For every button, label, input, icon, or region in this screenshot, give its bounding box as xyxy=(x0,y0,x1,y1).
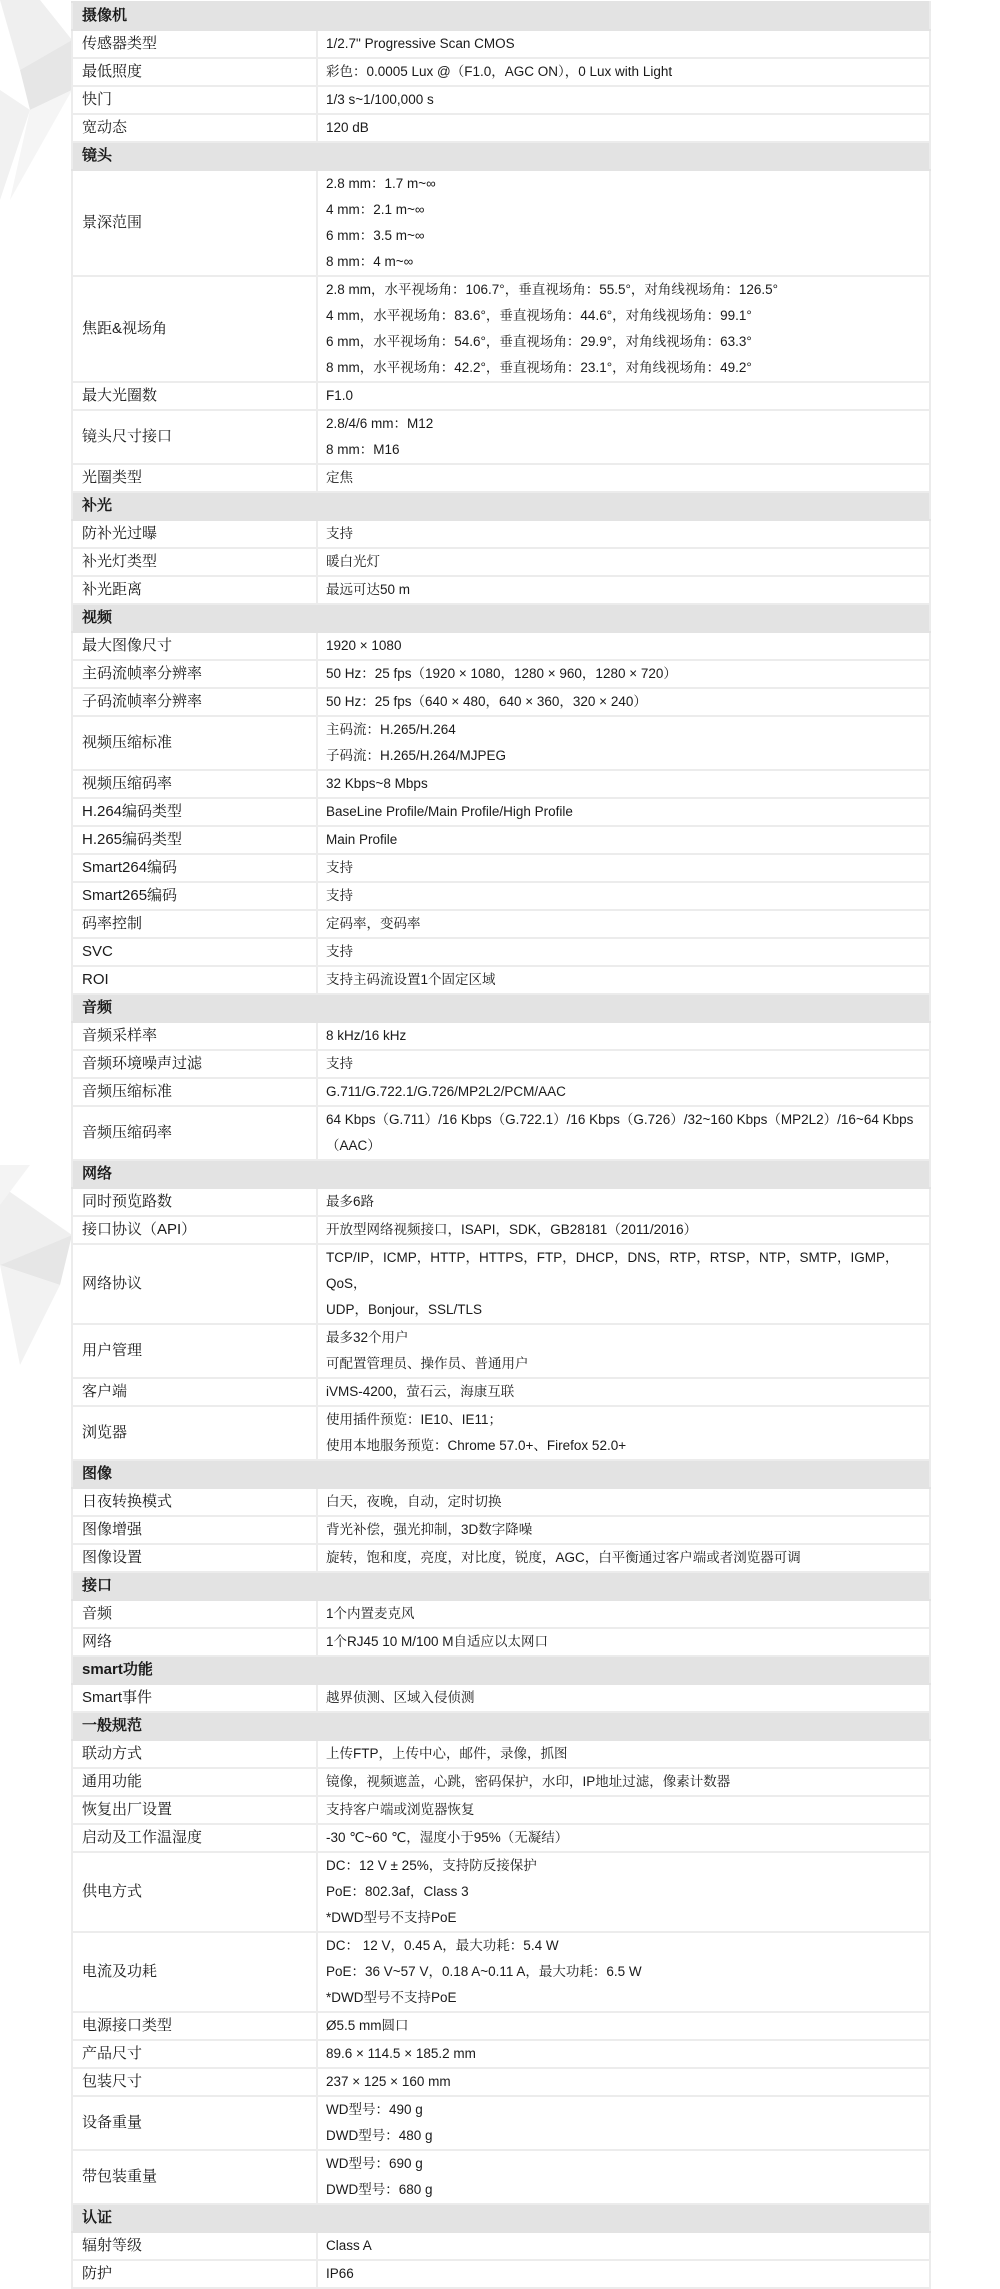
spec-value xyxy=(317,410,930,464)
spec-value-line: DWD型号：680 g xyxy=(326,2182,433,2197)
spec-value-line: 1个RJ45 10 M/100 M自适应以太网口 xyxy=(326,1634,549,1649)
section-header-row xyxy=(72,1160,930,1188)
spec-label: 供电方式 xyxy=(72,1852,317,1932)
spec-value xyxy=(317,520,930,548)
spec-value-line: 白天，夜晚，自动，定时切换 xyxy=(326,1494,502,1509)
spec-value-line: *DWD型号不支持PoE xyxy=(326,1990,457,2005)
spec-value xyxy=(317,938,930,966)
spec-value xyxy=(317,1544,930,1572)
spec-value-line: DC： 12 V，0.45 A，最大功耗：5.4 W xyxy=(326,1938,559,1953)
section-title: 认证 xyxy=(72,2204,930,2232)
spec-value-line: TCP/IP，ICMP，HTTP，HTTPS，FTP，DHCP，DNS，RTP，RTSP，NTP，SMTP，IGMP，QoS， xyxy=(326,1250,899,1291)
table-row xyxy=(72,1852,930,1932)
section-header-row xyxy=(72,994,930,1022)
spec-label: 启动及工作温湿度 xyxy=(72,1824,317,1852)
spec-value-line: 4 mm，水平视场角：83.6°，垂直视场角：44.6°，对角线视场角：99.1° xyxy=(326,308,752,323)
spec-value-line: 1920 × 1080 xyxy=(326,638,402,653)
spec-label: Smart265编码 xyxy=(72,882,317,910)
spec-value xyxy=(317,2068,930,2096)
section-title: 摄像机 xyxy=(72,2,930,30)
spec-label: Smart事件 xyxy=(72,1684,317,1712)
spec-label: 网络 xyxy=(72,1628,317,1656)
section-header-row xyxy=(72,1572,930,1600)
spec-label: 音频压缩码率 xyxy=(72,1106,317,1160)
spec-value xyxy=(317,1600,930,1628)
spec-label: SVC xyxy=(72,938,317,966)
table-row xyxy=(72,2012,930,2040)
spec-label: 接口协议（API） xyxy=(72,1216,317,1244)
table-row xyxy=(72,30,930,58)
spec-value xyxy=(317,114,930,142)
table-row xyxy=(72,114,930,142)
table-row xyxy=(72,826,930,854)
spec-value-line: 8 mm：4 m~∞ xyxy=(326,254,414,269)
spec-label: 最低照度 xyxy=(72,58,317,86)
table-row xyxy=(72,770,930,798)
spec-value-line: 子码流：H.265/H.264/MJPEG xyxy=(326,748,507,763)
spec-label: 同时预览路数 xyxy=(72,1188,317,1216)
spec-label: 网络协议 xyxy=(72,1244,317,1324)
spec-value xyxy=(317,910,930,938)
table-row xyxy=(72,1768,930,1796)
spec-label: 音频采样率 xyxy=(72,1022,317,1050)
spec-label: H.264编码类型 xyxy=(72,798,317,826)
table-row xyxy=(72,854,930,882)
spec-label: 联动方式 xyxy=(72,1740,317,1768)
spec-value-line: Main Profile xyxy=(326,832,398,847)
spec-value-line: WD型号：490 g xyxy=(326,2102,423,2117)
table-row xyxy=(72,170,930,276)
spec-value-line: -30 ℃~60 ℃，湿度小于95%（无凝结） xyxy=(326,1830,569,1845)
section-title: 镜头 xyxy=(72,142,930,170)
table-row xyxy=(72,882,930,910)
spec-label: 子码流帧率分辨率 xyxy=(72,688,317,716)
spec-value-line: 8 mm，水平视场角：42.2°，垂直视场角：23.1°，对角线视场角：49.2° xyxy=(326,360,752,375)
spec-label: 恢复出厂设置 xyxy=(72,1796,317,1824)
table-row xyxy=(72,576,930,604)
table-row xyxy=(72,1106,930,1160)
table-row xyxy=(72,86,930,114)
spec-value-line: 支持客户端或浏览器恢复 xyxy=(326,1802,475,1817)
spec-value xyxy=(317,2096,930,2150)
spec-value-line: 定码率，变码率 xyxy=(326,916,421,931)
spec-label: 补光灯类型 xyxy=(72,548,317,576)
spec-value xyxy=(317,660,930,688)
spec-value xyxy=(317,1406,930,1460)
table-row xyxy=(72,1488,930,1516)
table-row xyxy=(72,1544,930,1572)
spec-value-line: 8 kHz/16 kHz xyxy=(326,1028,407,1043)
spec-label: 电源接口类型 xyxy=(72,2012,317,2040)
spec-value-line: WD型号：690 g xyxy=(326,2156,423,2171)
spec-value xyxy=(317,1796,930,1824)
table-row xyxy=(72,2260,930,2288)
spec-label: 视频压缩标准 xyxy=(72,716,317,770)
watermark-logo-mid xyxy=(0,1165,72,1365)
spec-value xyxy=(317,86,930,114)
table-row xyxy=(72,1378,930,1406)
table-row xyxy=(72,2150,930,2204)
section-title: 图像 xyxy=(72,1460,930,1488)
spec-value-line: Class A xyxy=(326,2238,372,2253)
section-title: smart功能 xyxy=(72,1656,930,1684)
section-header-row xyxy=(72,492,930,520)
table-row xyxy=(72,1932,930,2012)
table-row xyxy=(72,382,930,410)
spec-value-line: 2.8/4/6 mm：M12 xyxy=(326,416,434,431)
spec-value-line: 最多32个用户 xyxy=(326,1330,409,1345)
section-header-row xyxy=(72,2204,930,2232)
spec-value-line: 89.6 × 114.5 × 185.2 mm xyxy=(326,2046,476,2061)
spec-value-line: iVMS-4200，萤石云，海康互联 xyxy=(326,1384,515,1399)
spec-value-line: 最多6路 xyxy=(326,1194,375,1209)
table-row xyxy=(72,660,930,688)
spec-value-line: F1.0 xyxy=(326,388,354,403)
section-title: 一般规范 xyxy=(72,1712,930,1740)
spec-value-line: G.711/G.722.1/G.726/MP2L2/PCM/AAC xyxy=(326,1084,566,1099)
spec-value xyxy=(317,1824,930,1852)
spec-label: 客户端 xyxy=(72,1378,317,1406)
spec-value-line: 越界侦测、区域入侵侦测 xyxy=(326,1690,475,1705)
spec-value-line: 6 mm：3.5 m~∞ xyxy=(326,228,425,243)
spec-label: 防补光过曝 xyxy=(72,520,317,548)
spec-value xyxy=(317,58,930,86)
spec-value-line: （AAC） xyxy=(326,1138,381,1153)
section-title: 视频 xyxy=(72,604,930,632)
spec-value xyxy=(317,798,930,826)
spec-value xyxy=(317,826,930,854)
spec-value xyxy=(317,1244,930,1324)
spec-value-line: 背光补偿，强光抑制，3D数字降噪 xyxy=(326,1522,533,1537)
spec-value xyxy=(317,1378,930,1406)
spec-label: 最大图像尺寸 xyxy=(72,632,317,660)
table-row xyxy=(72,1684,930,1712)
spec-label: 带包装重量 xyxy=(72,2150,317,2204)
table-row xyxy=(72,1600,930,1628)
table-row xyxy=(72,520,930,548)
spec-label: 防护 xyxy=(72,2260,317,2288)
table-row xyxy=(72,1216,930,1244)
spec-label: 最大光圈数 xyxy=(72,382,317,410)
spec-value xyxy=(317,170,930,276)
spec-value xyxy=(317,1852,930,1932)
spec-label: 浏览器 xyxy=(72,1406,317,1460)
spec-value xyxy=(317,1078,930,1106)
spec-value-line: 定焦 xyxy=(326,470,353,485)
table-row xyxy=(72,58,930,86)
table-row xyxy=(72,1740,930,1768)
spec-value-line: 6 mm，水平视场角：54.6°，垂直视场角：29.9°，对角线视场角：63.3° xyxy=(326,334,752,349)
spec-value xyxy=(317,1740,930,1768)
spec-label: ROI xyxy=(72,966,317,994)
spec-value xyxy=(317,1628,930,1656)
spec-value-line: 使用本地服务预览：Chrome 57.0+、Firefox 52.0+ xyxy=(326,1438,627,1453)
spec-label: 主码流帧率分辨率 xyxy=(72,660,317,688)
table-row xyxy=(72,1628,930,1656)
spec-label: 辐射等级 xyxy=(72,2232,317,2260)
spec-label: 景深范围 xyxy=(72,170,317,276)
table-row xyxy=(72,1188,930,1216)
spec-value xyxy=(317,1768,930,1796)
spec-value-line: 支持 xyxy=(326,1056,353,1071)
spec-label: 光圈类型 xyxy=(72,464,317,492)
spec-value-line: IP66 xyxy=(326,2266,354,2281)
spec-value-line: 主码流：H.265/H.264 xyxy=(326,722,456,737)
spec-value xyxy=(317,2012,930,2040)
spec-value xyxy=(317,548,930,576)
spec-value xyxy=(317,854,930,882)
spec-value xyxy=(317,1684,930,1712)
spec-label: 日夜转换模式 xyxy=(72,1488,317,1516)
spec-value xyxy=(317,1324,930,1378)
spec-label: 焦距&视场角 xyxy=(72,276,317,382)
table-row xyxy=(72,2232,930,2260)
spec-value xyxy=(317,576,930,604)
spec-value-line: 237 × 125 × 160 mm xyxy=(326,2074,451,2089)
spec-value-line: BaseLine Profile/Main Profile/High Profile xyxy=(326,804,573,819)
spec-value-line: 8 mm：M16 xyxy=(326,442,400,457)
section-header-row xyxy=(72,604,930,632)
table-row xyxy=(72,938,930,966)
table-row xyxy=(72,2040,930,2068)
section-title: 网络 xyxy=(72,1160,930,1188)
table-row xyxy=(72,1244,930,1324)
section-header-row xyxy=(72,2,930,30)
spec-value xyxy=(317,1932,930,2012)
table-row xyxy=(72,410,930,464)
spec-value-line: 镜像，视频遮盖，心跳，密码保护，水印，IP地址过滤，像素计数器 xyxy=(326,1774,731,1789)
spec-label: 音频压缩标准 xyxy=(72,1078,317,1106)
spec-label: 设备重量 xyxy=(72,2096,317,2150)
section-title: 接口 xyxy=(72,1572,930,1600)
spec-value xyxy=(317,2150,930,2204)
spec-value-line: 50 Hz：25 fps（640 × 480，640 × 360，320 × 240） xyxy=(326,694,647,709)
table-row xyxy=(72,2096,930,2150)
spec-value xyxy=(317,632,930,660)
spec-value xyxy=(317,1188,930,1216)
spec-value-line: 支持 xyxy=(326,860,353,875)
spec-value-line: 2.8 mm：1.7 m~∞ xyxy=(326,176,436,191)
spec-label: 镜头尺寸接口 xyxy=(72,410,317,464)
section-header-row xyxy=(72,1712,930,1740)
spec-label: 图像增强 xyxy=(72,1516,317,1544)
spec-value-line: 支持 xyxy=(326,526,353,541)
table-row xyxy=(72,464,930,492)
spec-value xyxy=(317,688,930,716)
table-row xyxy=(72,1796,930,1824)
spec-value xyxy=(317,716,930,770)
spec-label: H.265编码类型 xyxy=(72,826,317,854)
section-title: 音频 xyxy=(72,994,930,1022)
spec-value-line: 支持 xyxy=(326,888,353,903)
table-row xyxy=(72,1324,930,1378)
spec-label: 音频环境噪声过滤 xyxy=(72,1050,317,1078)
table-row xyxy=(72,1824,930,1852)
table-row xyxy=(72,910,930,938)
spec-value xyxy=(317,966,930,994)
spec-value-line: 50 Hz：25 fps（1920 × 1080，1280 × 960，1280 × 720） xyxy=(326,666,677,681)
spec-label: 补光距离 xyxy=(72,576,317,604)
table-row xyxy=(72,276,930,382)
spec-value xyxy=(317,2040,930,2068)
spec-value xyxy=(317,1106,930,1160)
spec-value-line: 4 mm：2.1 m~∞ xyxy=(326,202,425,217)
spec-value-line: 2.8 mm，水平视场角：106.7°，垂直视场角：55.5°，对角线视场角：126.5° xyxy=(326,282,779,297)
spec-value-line: 32 Kbps~8 Mbps xyxy=(326,776,428,791)
table-row xyxy=(72,966,930,994)
spec-table xyxy=(71,1,931,2289)
spec-label: 音频 xyxy=(72,1600,317,1628)
spec-value xyxy=(317,2260,930,2288)
spec-value-line: DWD型号：480 g xyxy=(326,2128,433,2143)
section-header-row xyxy=(72,1460,930,1488)
spec-label: 码率控制 xyxy=(72,910,317,938)
spec-value-line: 1/2.7" Progressive Scan CMOS xyxy=(326,36,515,51)
table-row xyxy=(72,2068,930,2096)
spec-value-line: 64 Kbps（G.711）/16 Kbps（G.722.1）/16 Kbps（G.726）/32~160 Kbps（MP2L2）/16~64 Kbps xyxy=(326,1112,914,1127)
watermark-logo-top xyxy=(0,0,72,200)
spec-label: 视频压缩码率 xyxy=(72,770,317,798)
spec-value xyxy=(317,30,930,58)
spec-value-line: DC：12 V ± 25%，支持防反接保护 xyxy=(326,1858,537,1873)
spec-value-line: PoE：802.3af，Class 3 xyxy=(326,1884,469,1899)
spec-value-line: PoE：36 V~57 V，0.18 A~0.11 A，最大功耗：6.5 W xyxy=(326,1964,642,1979)
spec-value-line: *DWD型号不支持PoE xyxy=(326,1910,457,1925)
spec-value xyxy=(317,382,930,410)
spec-value xyxy=(317,1488,930,1516)
spec-value-line: 最远可达50 m xyxy=(326,582,411,597)
spec-value-line: 暖白光灯 xyxy=(326,554,380,569)
spec-label: 宽动态 xyxy=(72,114,317,142)
table-row xyxy=(72,1078,930,1106)
spec-value-line: 支持 xyxy=(326,944,353,959)
spec-label: 用户管理 xyxy=(72,1324,317,1378)
spec-value xyxy=(317,1516,930,1544)
spec-value-line: UDP，Bonjour，SSL/TLS xyxy=(326,1302,483,1317)
table-row xyxy=(72,1516,930,1544)
table-row xyxy=(72,716,930,770)
table-row xyxy=(72,1406,930,1460)
spec-value-line: 支持主码流设置1个固定区域 xyxy=(326,972,496,987)
spec-value xyxy=(317,2232,930,2260)
spec-value-line: 上传FTP，上传中心，邮件，录像，抓图 xyxy=(326,1746,568,1761)
spec-label: 产品尺寸 xyxy=(72,2040,317,2068)
section-header-row xyxy=(72,1656,930,1684)
table-row xyxy=(72,798,930,826)
spec-value-line: 1/3 s~1/100,000 s xyxy=(326,92,434,107)
spec-value-line: 可配置管理员、操作员、普通用户 xyxy=(326,1356,529,1371)
section-header-row xyxy=(72,142,930,170)
spec-label: 图像设置 xyxy=(72,1544,317,1572)
spec-label: 传感器类型 xyxy=(72,30,317,58)
spec-value xyxy=(317,276,930,382)
table-row xyxy=(72,1022,930,1050)
spec-label: 通用功能 xyxy=(72,1768,317,1796)
spec-value-line: 1个内置麦克风 xyxy=(326,1606,415,1621)
table-row xyxy=(72,688,930,716)
spec-value-line: Ø5.5 mm圆口 xyxy=(326,2018,409,2033)
spec-label: Smart264编码 xyxy=(72,854,317,882)
table-row xyxy=(72,632,930,660)
spec-value xyxy=(317,882,930,910)
spec-value xyxy=(317,464,930,492)
spec-value-line: 使用插件预览：IE10、IE11； xyxy=(326,1412,503,1427)
spec-value xyxy=(317,1216,930,1244)
section-title: 补光 xyxy=(72,492,930,520)
spec-value xyxy=(317,1050,930,1078)
spec-value-line: 彩色：0.0005 Lux @（F1.0，AGC ON），0 Lux with Light xyxy=(326,64,673,79)
table-row xyxy=(72,548,930,576)
spec-value xyxy=(317,770,930,798)
spec-label: 电流及功耗 xyxy=(72,1932,317,2012)
table-row xyxy=(72,1050,930,1078)
spec-value xyxy=(317,1022,930,1050)
spec-value-line: 开放型网络视频接口，ISAPI，SDK，GB28181（2011/2016） xyxy=(326,1222,698,1237)
spec-label: 快门 xyxy=(72,86,317,114)
spec-value-line: 旋转，饱和度，亮度，对比度，锐度，AGC，白平衡通过客户端或者浏览器可调 xyxy=(326,1550,801,1565)
spec-label: 包装尺寸 xyxy=(72,2068,317,2096)
spec-value-line: 120 dB xyxy=(326,120,369,135)
